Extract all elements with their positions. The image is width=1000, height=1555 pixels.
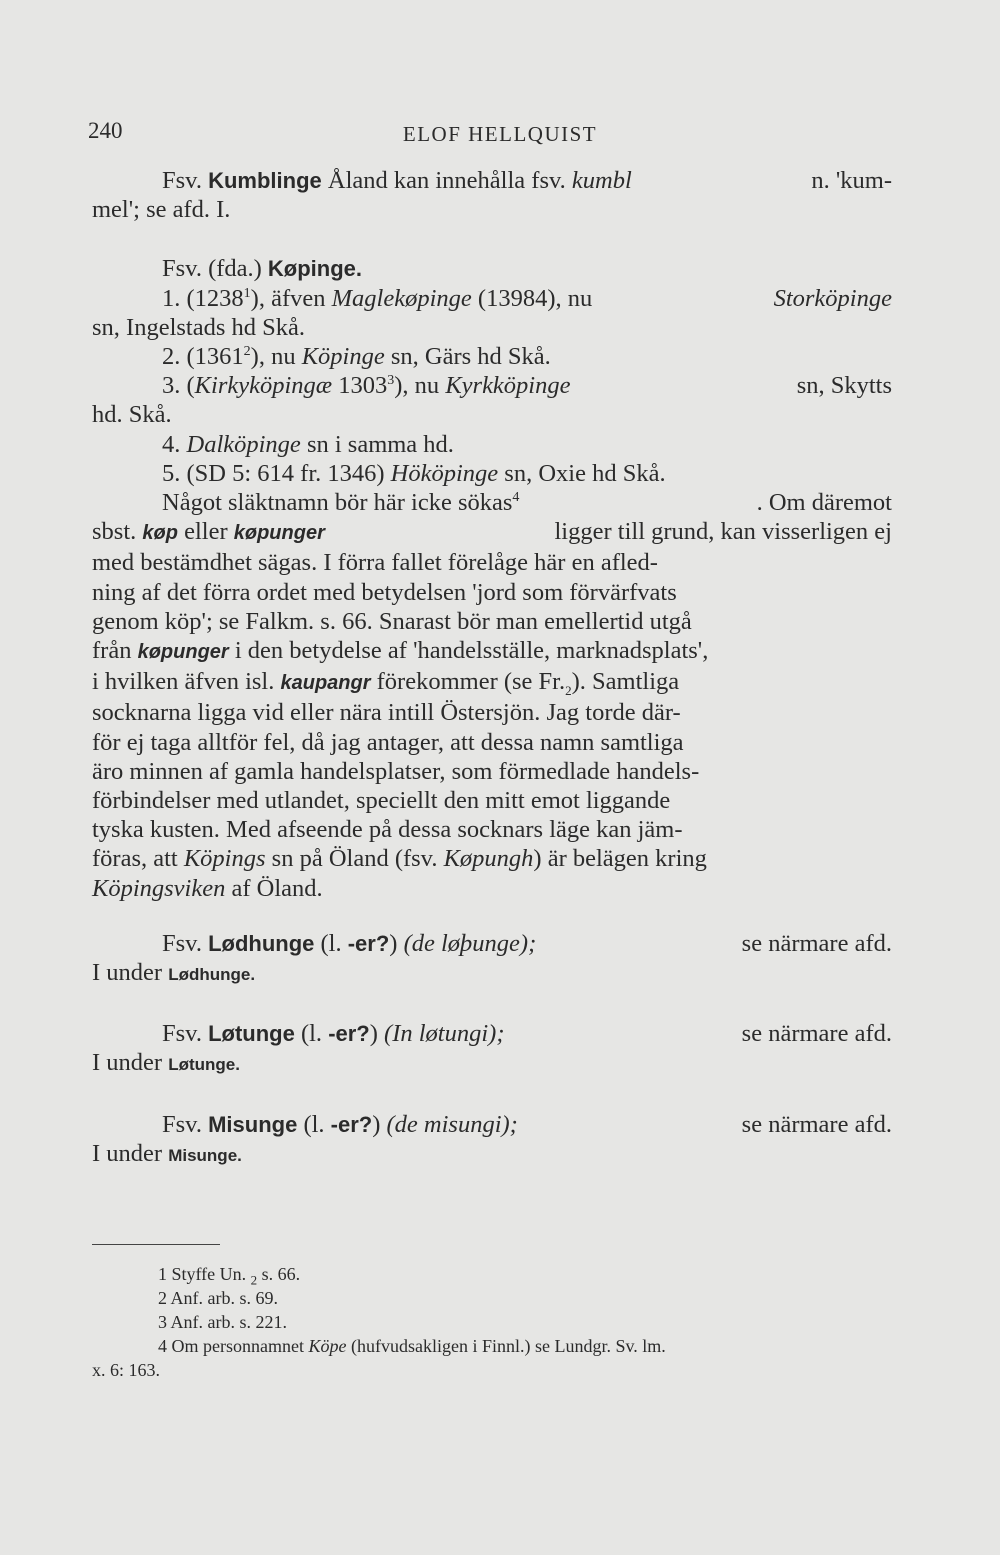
text-line: mel'; se afd. I. [92,196,231,224]
text-line [92,430,892,459]
italic-text: Storköpinge [773,284,892,312]
text-line: med bestämdhet sägas. I förra fallet förelåge här en afled- [92,549,658,577]
text-line [92,874,892,903]
text-line [92,958,892,989]
text: sn i samma hd. [300,430,454,458]
running-title: ELOF HELLQUIST [402,122,598,146]
italic-text: Köpings [183,845,266,873]
text: se närmare afd. [741,1110,892,1138]
entry-lotunge [92,1019,892,1079]
subscript: 2 [565,683,572,699]
entry-kumblinge [92,166,892,224]
text: (l. [314,929,348,957]
bold-italic-term: kaupangr [280,672,371,695]
text: -er? [330,1111,373,1137]
text: ) [369,1020,385,1048]
bold-italic-term: køpunger [137,641,229,664]
italic-text: kumbl [571,167,632,194]
headword: Kumblinge [208,168,322,193]
text-line: hd. Skå. [92,401,172,429]
page-number: 240 [88,118,123,143]
text: af Öland. [225,874,323,902]
text: ) [389,929,404,957]
text-line [92,667,892,698]
prefix: Fsv. [162,1110,202,1138]
text: (l. [297,1110,331,1138]
text: I under [92,959,169,987]
entry-kopinge [92,254,892,902]
headword: Køpinge. [267,256,363,282]
text-line [92,166,892,195]
text-line [92,1110,892,1139]
headword: Løtunge [208,1021,295,1047]
text-line [92,929,892,958]
text-line [92,459,892,488]
text: . Om däremot [756,489,892,517]
text: (l. [294,1020,329,1048]
text-line: sn, Ingelstads hd Skå. [92,313,305,341]
italic-text: Hököpinge [390,459,499,487]
prefix: Fsv. [162,1020,202,1048]
text-line [92,844,892,873]
footnote-ref: 1 [243,285,251,301]
prefix: Fsv. (fda.) [162,255,262,283]
text-line [92,254,892,283]
text: sn, Oxie hd Skå. [498,459,666,487]
entry-misunge [92,1110,892,1170]
headword: Lødhunge [208,930,315,956]
footnote-ref: 3 [387,373,395,389]
text-line [92,636,892,667]
text: (1398 [471,284,536,312]
text-line [92,1048,892,1079]
footnote: 2 Anf. arb. s. 69. [158,1288,278,1308]
text: 1. (1238 [162,284,244,312]
italic-text: Köpingsviken [92,874,226,902]
text-line: förbindelser med utlandet, speciellt den mitt emot liggande [92,787,671,815]
text-line: äro minnen af gamla handelsplatser, som förmedlade handels- [92,757,700,785]
subscript: 2 [250,1272,258,1288]
cross-reference: Løtunge. [168,1055,240,1075]
text-line: genom köp'; se Falkm. s. 66. Snarast bör man emellertid utgå [92,607,692,635]
text: i hvilken äfven isl. [92,668,281,696]
footnote [92,1334,892,1358]
text: se närmare afd. [741,1020,892,1048]
text: Åland kan innehålla fsv. [321,167,572,194]
footnote-ref: 4 [512,489,520,505]
text: -er? [328,1021,370,1047]
text-line [92,342,892,371]
text: 5. (SD 5: 614 fr. 1346) [162,459,391,487]
italic-text: Kyrkköpinge [445,372,571,400]
italic-text: Dalköpinge [186,430,301,458]
text: i den betydelse af 'handelsställe, marknadsplats', [228,637,709,665]
prefix: Fsv. [162,167,202,194]
text: förekommer (se Fr. [370,668,566,696]
page-header [0,118,1000,158]
text-line [92,1019,892,1048]
text: 3. ( [162,372,195,400]
text: I under [92,1049,169,1077]
text: se närmare afd. [741,929,892,957]
text: sn på Öland (fsv. [265,845,444,873]
text: sn, Gärs hd Skå. [384,343,551,371]
footnotes [92,1262,892,1382]
italic-text: Kirkyköpingæ [194,372,333,400]
text: eller [177,518,234,546]
text: 4 Om personnamnet [158,1336,309,1356]
text-line: socknarna ligga vid eller nära intill Östersjön. Jag torde där- [92,699,681,727]
text-line [92,517,892,548]
text: 2. (1361 [162,343,244,371]
footnote-continuation: x. 6: 163. [92,1360,161,1380]
main-text [92,166,892,1200]
text: ), nu [547,284,593,312]
text: föras, att [92,845,184,873]
text-line [92,284,892,313]
text: 1303 [332,372,388,400]
text: ligger till grund, kan visserligen ej [554,518,892,546]
text: ), nu [250,343,302,371]
text: ) [372,1110,387,1138]
italic-text: (de løþunge); [403,929,537,957]
text: 1 Styffe Un. [158,1264,251,1284]
cross-reference: Lødhunge. [168,965,256,985]
cross-reference: Misunge. [168,1145,242,1165]
footnote [92,1262,892,1286]
footnote-rule [92,1244,220,1245]
text-line [92,488,892,517]
text: sbst. [92,518,143,546]
text: 4 [535,284,548,312]
italic-text: (de misungi); [386,1110,518,1138]
bold-italic-term: køpunger [233,522,325,545]
text: -er? [347,930,390,956]
text: n. 'kum- [811,167,892,194]
text: ) är belägen kring [533,845,707,873]
italic-text: Köpinge [301,343,385,371]
text: ). Samtliga [571,668,680,696]
prefix: Fsv. [162,929,202,957]
italic-text: (In løtungi); [384,1020,505,1048]
italic-text: Maglekøpinge [331,284,472,312]
text-line [92,1139,892,1170]
headword: Misunge [208,1111,298,1137]
text: 4. [162,430,187,458]
text-line: ning af det förra ordet med betydelsen 'jord som förvärfvats [92,578,677,606]
italic-text: Köpe [308,1336,347,1356]
text: från [92,637,138,665]
text: sn, Skytts [796,372,892,400]
text-line [92,371,892,400]
text-line: för ej taga alltför fel, då jag antager, att dessa namn samtliga [92,728,684,756]
text: Något släktnamn bör här icke sökas [162,489,513,517]
text: s. 66. [257,1264,301,1284]
text: ), nu [394,372,446,400]
text: ), äfven [250,284,332,312]
footnote: 3 Anf. arb. s. 221. [158,1312,287,1332]
entry-lodhunge [92,929,892,989]
text: (hufvudsakligen i Finnl.) se Lundgr. Sv. lm. [346,1336,666,1356]
text-line: tyska kusten. Med afseende på dessa socknars läge kan jäm- [92,816,683,844]
bold-italic-term: køp [142,522,178,545]
footnote-ref: 2 [243,343,251,359]
italic-text: Køpungh [443,845,534,873]
text: I under [92,1139,169,1167]
